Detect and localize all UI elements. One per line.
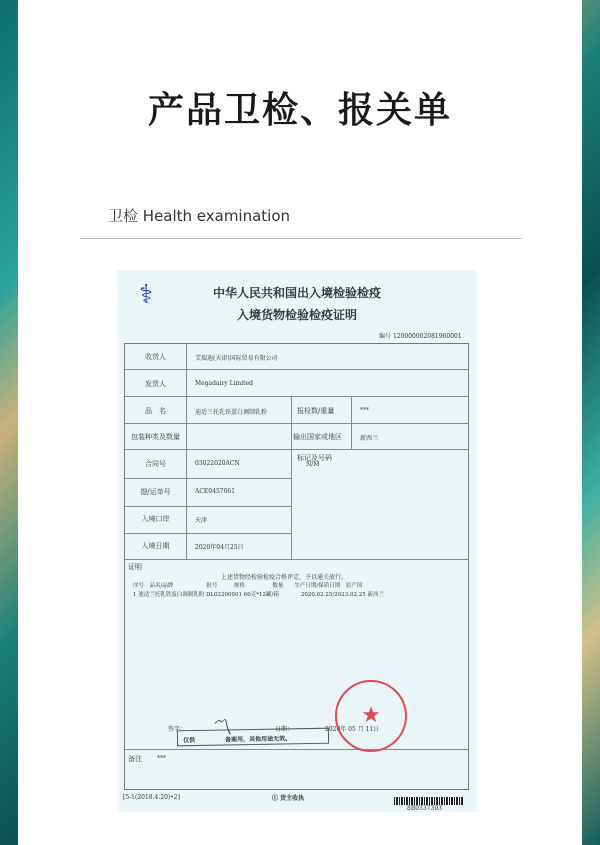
- label-marks: 标记及号码: [297, 454, 332, 462]
- cert-header-2: 入境货物检验检疫证明: [236, 308, 357, 322]
- cert-number: 120000002081960001: [392, 333, 462, 340]
- label-consignor: 发货人: [145, 380, 166, 388]
- page-title: 产品卫检、报关单: [147, 90, 452, 131]
- cert-header-1: 中华人民共和国出入境检验检疫: [212, 286, 381, 300]
- value-weight: ***: [360, 407, 369, 414]
- section-heading: 卫检 Health examination: [108, 207, 291, 225]
- form-code: [5-1(2018.4.20)•2]: [123, 794, 180, 801]
- signature: 〽: [210, 716, 233, 741]
- label-consignee: 收货人: [145, 353, 166, 361]
- official-seal: ★: [335, 680, 407, 752]
- label-weight: 报检数/重量: [297, 407, 335, 415]
- value-consignor: Megadairy Limited: [195, 380, 253, 387]
- label-port: 入境口岸: [141, 515, 170, 523]
- value-contract: 03022020ACN: [195, 460, 240, 467]
- label-product: 品 名: [145, 407, 166, 415]
- value-origin: 新西兰: [360, 435, 379, 442]
- notice-text: 仅供 备案用，其他用途无效。: [182, 735, 292, 745]
- divider: [80, 238, 522, 239]
- label-origin: 输出国家或地区: [293, 433, 342, 441]
- copy-label: ① 货主收执: [272, 795, 305, 802]
- barcode-number: 8B0337393: [407, 805, 442, 812]
- page-card: [18, 0, 582, 845]
- certificate-image: [117, 270, 477, 812]
- value-bill: ACE0457061: [195, 488, 236, 495]
- proof-text: 上述货物经检验检疫合格评定，予以通关放行。: [221, 574, 348, 581]
- label-proof: 证明: [128, 563, 142, 571]
- item-row: 1 迪适兰托乳铁蛋白调制乳粉 DL02200001 60克*12罐/箱 2020.02.25/2023.02.25 新西兰: [133, 592, 384, 598]
- label-packing: 包装种类及数量: [131, 433, 180, 441]
- date-value: 2020年 05 月 11日: [325, 726, 380, 733]
- item-headers: 序号 品名/品牌 批号 规格 数量 生产日期/保质日期 原产国: [133, 583, 363, 589]
- date-label: 日期：: [275, 726, 294, 733]
- value-marks: N/M: [306, 461, 320, 468]
- label-contract: 合同号: [145, 460, 166, 468]
- label-bill: 提/运单号: [140, 488, 171, 496]
- label-entry-date: 入境日期: [141, 542, 170, 550]
- remarks-label: 备注: [128, 755, 142, 763]
- value-entry-date: 2020年04月25日: [195, 544, 244, 551]
- remarks-value: ***: [157, 755, 166, 762]
- value-consignee: 艾瑞迪(天津)国际贸易有限公司: [195, 355, 278, 362]
- value-product: 迪适兰托乳铁蛋白调制乳粉: [195, 409, 268, 416]
- sign-label: 签字：: [168, 726, 187, 733]
- notice-box: [177, 728, 329, 747]
- value-port: 天津: [195, 517, 208, 524]
- cert-table: [124, 343, 469, 790]
- number-label: 编号: [379, 333, 392, 340]
- emblem-icon: ⚕: [139, 280, 154, 310]
- barcode: [394, 797, 464, 805]
